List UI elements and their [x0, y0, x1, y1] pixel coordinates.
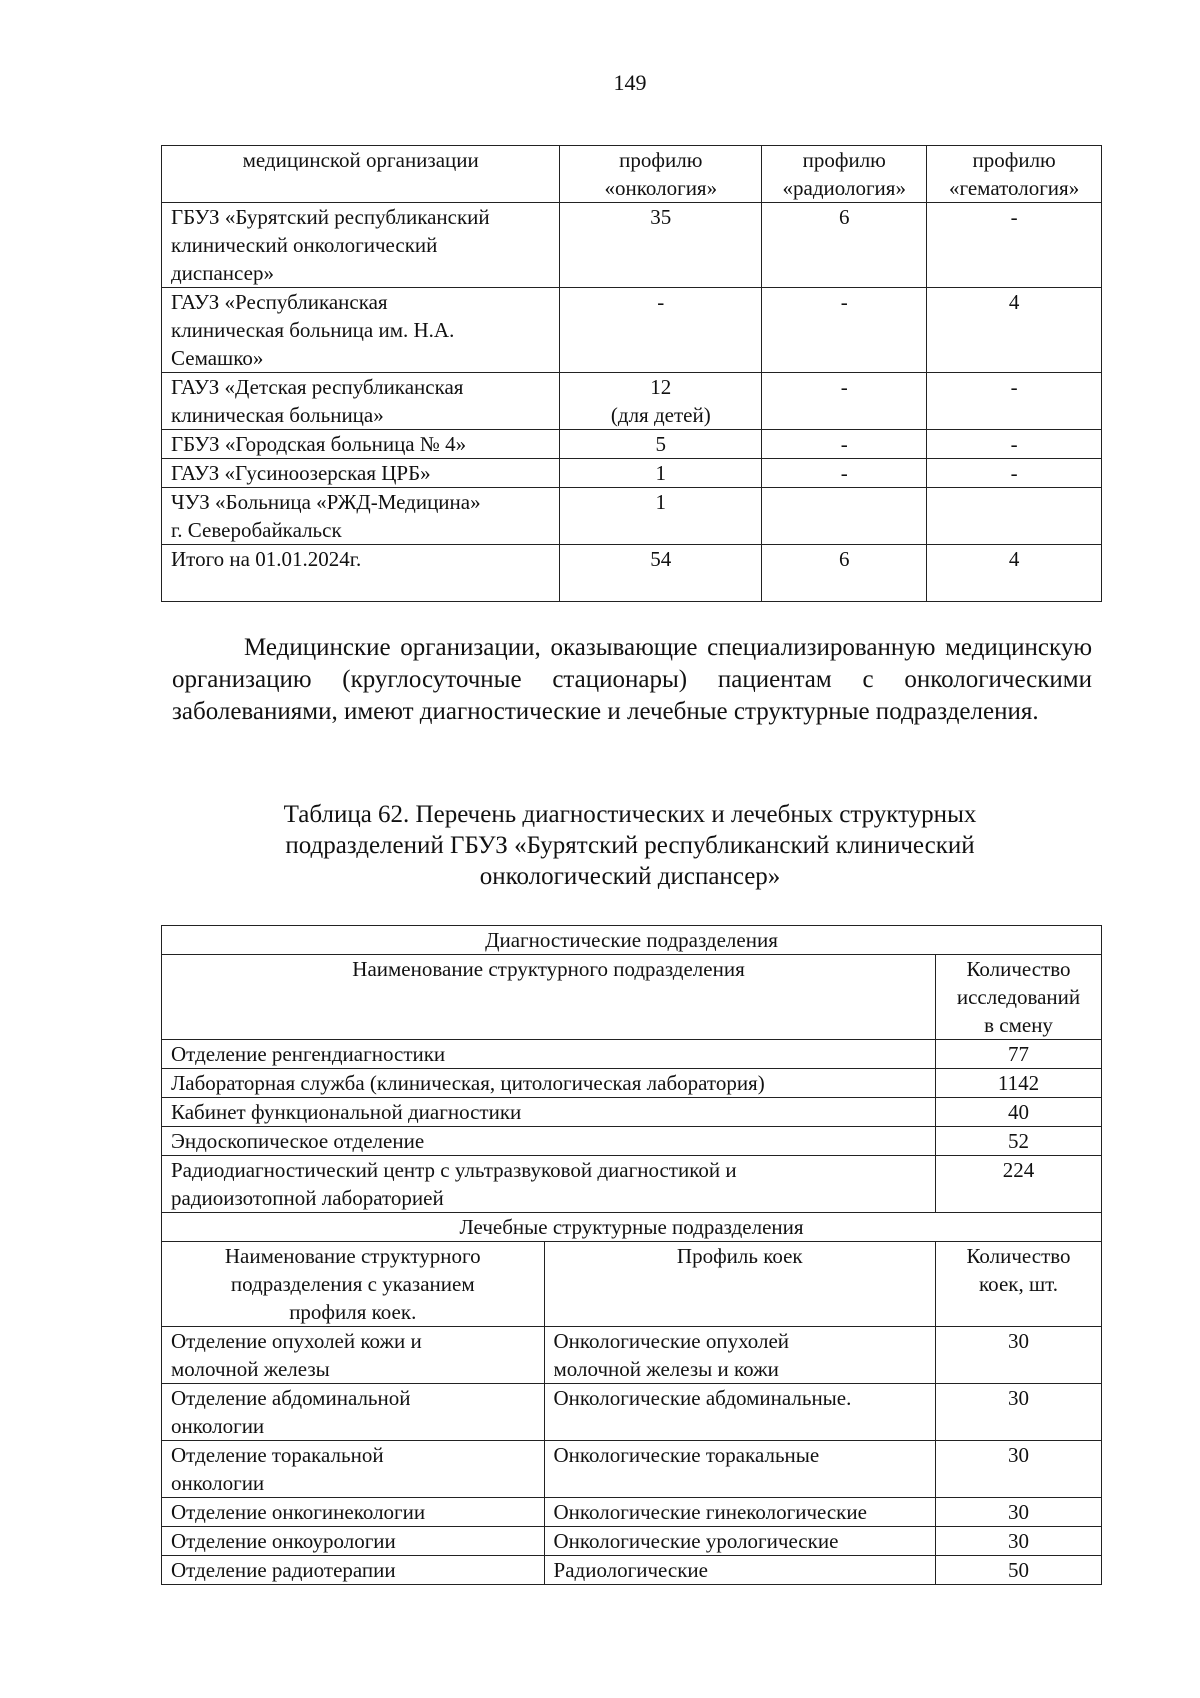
diagnostic-section-title: Диагностические подразделения [162, 926, 1102, 955]
total-hematology: 4 [927, 545, 1102, 602]
hematology-value: - [927, 373, 1102, 430]
table-header-row [162, 955, 1102, 1040]
header-unit-with-profile: Наименование структурного подразделения с указанием профиля коек. [162, 1242, 545, 1327]
org-name: ГАУЗ «Республиканская клиническая больница им. Н.А. Семашко» [162, 288, 560, 373]
unit-name: Кабинет функциональной диагностики [162, 1098, 936, 1127]
bed-count: 30 [936, 1441, 1102, 1498]
header-oncology: профилю «онкология» [560, 146, 762, 203]
bed-fund-table [161, 145, 1102, 602]
unit-name: Эндоскопическое отделение [162, 1127, 936, 1156]
radiology-value: - [762, 430, 927, 459]
header-unit-name: Наименование структурного подразделения [162, 955, 936, 1040]
section-title-row [162, 926, 1102, 955]
oncology-value: 1 [560, 488, 762, 545]
org-name: ГАУЗ «Гусиноозерская ЦРБ» [162, 459, 560, 488]
oncology-value: - [560, 288, 762, 373]
unit-name: Отделение опухолей кожи и молочной железы [162, 1327, 545, 1384]
hematology-value [927, 488, 1102, 545]
table-row [162, 1069, 1102, 1098]
table-row [162, 1441, 1102, 1498]
table-row [162, 1384, 1102, 1441]
total-label: Итого на 01.01.2024г. [162, 545, 560, 602]
bed-count: 30 [936, 1384, 1102, 1441]
unit-name: Лабораторная служба (клиническая, цитологическая лаборатория) [162, 1069, 936, 1098]
structural-units-table [161, 925, 1102, 1585]
table-total-row [162, 545, 1102, 602]
unit-value: 52 [936, 1127, 1102, 1156]
unit-value: 224 [936, 1156, 1102, 1213]
table-caption: Таблица 62. Перечень диагностических и лечебных структурных подразделений ГБУЗ «Бурятский республиканский клинический онкологический диспансер» [283, 801, 977, 890]
table-row [162, 1498, 1102, 1527]
unit-name: Отделение ренгендиагностики [162, 1040, 936, 1069]
body-paragraph: Медицинские организации, оказывающие специализированную медицинскую организацию (круглосуточные стационары) пациентам с онкологическими заболеваниями, имеют диагностические и лечебные структурные подразделения. [172, 634, 1092, 725]
bed-profile: Онкологические урологические [544, 1527, 936, 1556]
table-header-row [162, 1242, 1102, 1327]
total-radiology: 6 [762, 545, 927, 602]
table-row [162, 459, 1102, 488]
hematology-value: - [927, 459, 1102, 488]
radiology-value: - [762, 459, 927, 488]
radiology-value [762, 488, 927, 545]
org-name: ГАУЗ «Детская республиканская клиническая больница» [162, 373, 560, 430]
unit-value: 1142 [936, 1069, 1102, 1098]
bed-profile: Онкологические торакальные [544, 1441, 936, 1498]
unit-name: Отделение радиотерапии [162, 1556, 545, 1585]
oncology-value: 5 [560, 430, 762, 459]
table-row [162, 203, 1102, 288]
page-number: 149 [613, 70, 647, 95]
table-header-row [162, 146, 1102, 203]
hematology-value: - [927, 430, 1102, 459]
section-title-row [162, 1213, 1102, 1242]
unit-name: Радиодиагностический центр с ультразвуковой диагностикой и радиоизотопной лабораторией [162, 1156, 936, 1213]
unit-name: Отделение онкоурологии [162, 1527, 545, 1556]
header-radiology: профилю «радиология» [762, 146, 927, 203]
header-bed-count: Количество коек, шт. [936, 1242, 1102, 1327]
bed-count: 50 [936, 1556, 1102, 1585]
table-row [162, 1556, 1102, 1585]
table-row [162, 430, 1102, 459]
table-row [162, 1127, 1102, 1156]
radiology-value: - [762, 288, 927, 373]
bed-count: 30 [936, 1527, 1102, 1556]
bed-profile: Онкологические опухолей молочной железы и кожи [544, 1327, 936, 1384]
table-row [162, 288, 1102, 373]
table-row [162, 488, 1102, 545]
oncology-value: 35 [560, 203, 762, 288]
hematology-value: - [927, 203, 1102, 288]
org-name: ГБУЗ «Городская больница № 4» [162, 430, 560, 459]
oncology-value: 1 [560, 459, 762, 488]
header-bed-profile: Профиль коек [544, 1242, 936, 1327]
unit-name: Отделение онкогинекологии [162, 1498, 545, 1527]
bed-profile: Онкологические гинекологические [544, 1498, 936, 1527]
bed-count: 30 [936, 1327, 1102, 1384]
total-oncology: 54 [560, 545, 762, 602]
unit-name: Отделение абдоминальной онкологии [162, 1384, 545, 1441]
table-row [162, 1527, 1102, 1556]
header-studies-count: Количество исследований в смену [936, 955, 1102, 1040]
treatment-section-title: Лечебные структурные подразделения [162, 1213, 1102, 1242]
bed-profile: Онкологические абдоминальные. [544, 1384, 936, 1441]
org-name: ГБУЗ «Бурятский республиканский клинический онкологический диспансер» [162, 203, 560, 288]
unit-name: Отделение торакальной онкологии [162, 1441, 545, 1498]
bed-profile: Радиологические [544, 1556, 936, 1585]
table-row [162, 1156, 1102, 1213]
org-name: ЧУЗ «Больница «РЖД-Медицина» г. Северобайкальск [162, 488, 560, 545]
table-row [162, 1098, 1102, 1127]
header-hematology: профилю «гематология» [927, 146, 1102, 203]
bed-count: 30 [936, 1498, 1102, 1527]
table-row [162, 1327, 1102, 1384]
radiology-value: 6 [762, 203, 927, 288]
unit-value: 40 [936, 1098, 1102, 1127]
table-row [162, 1040, 1102, 1069]
table-row [162, 373, 1102, 430]
oncology-value: 12 (для детей) [560, 373, 762, 430]
header-org: медицинской организации [162, 146, 560, 203]
radiology-value: - [762, 373, 927, 430]
hematology-value: 4 [927, 288, 1102, 373]
unit-value: 77 [936, 1040, 1102, 1069]
